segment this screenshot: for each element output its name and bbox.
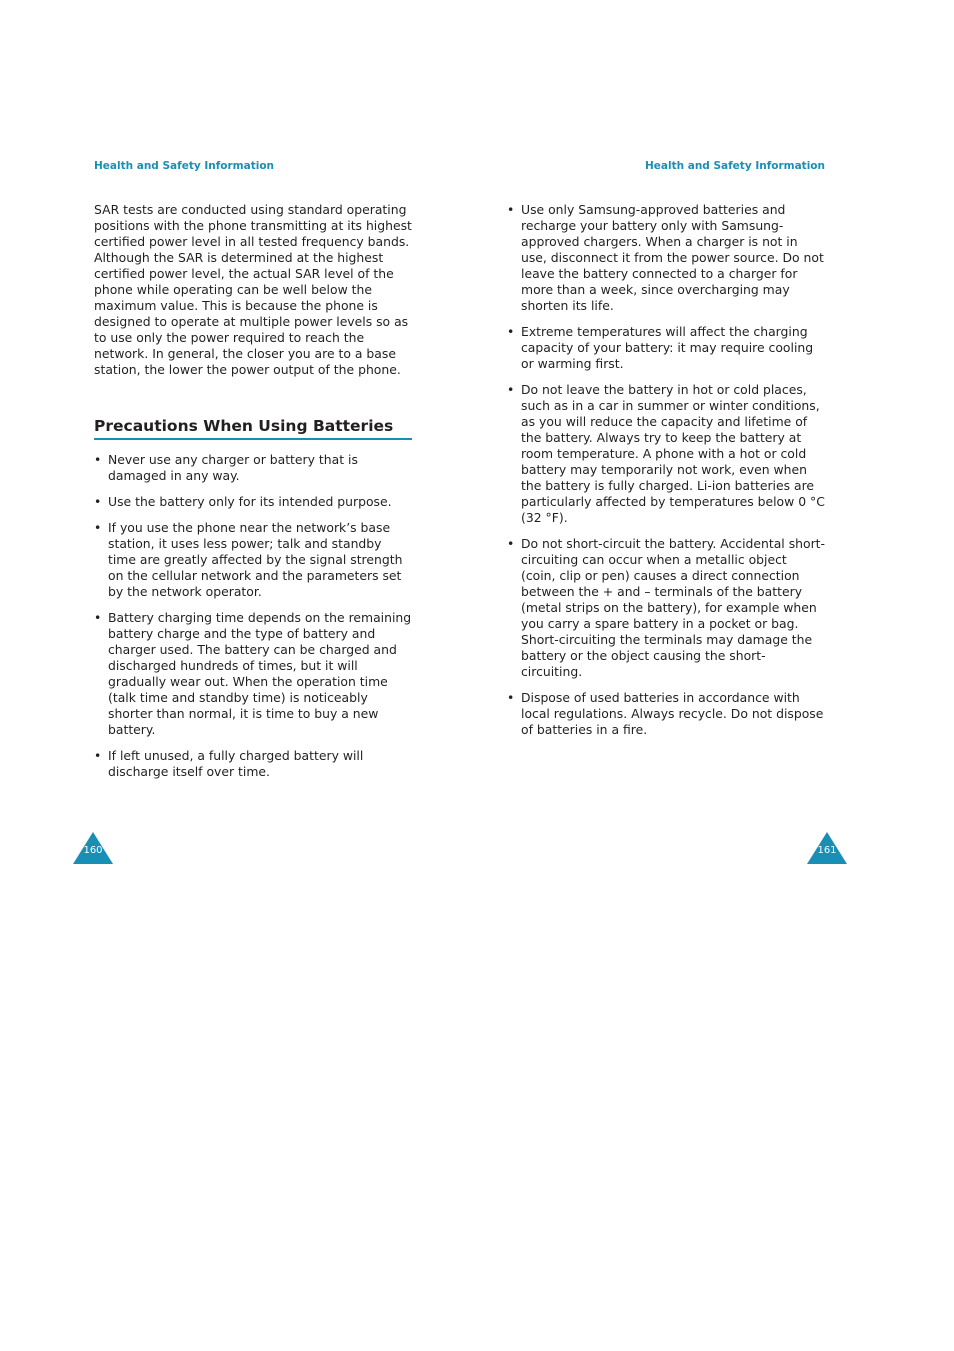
running-head-right: Health and Safety Information (644, 160, 825, 172)
list-item (94, 494, 412, 510)
bullet-icon: • (94, 748, 102, 763)
list-item-text: Do not leave the battery in hot or cold places, such as in a car in summer or winter conditions, as you will reduce the capacity and lifetime of the battery. Always try to keep the battery at room temperature. A phone with a hot or cold battery may temporarily not work, even when the battery is fully charged. Li-ion batteries are particularly affected by temperatures below 0 °C (32 °F). (521, 382, 825, 525)
bullet-icon: • (94, 452, 102, 467)
list-item (94, 748, 412, 780)
list-item (507, 536, 825, 680)
right-bullet-list (507, 202, 825, 738)
bullet-icon: • (507, 536, 515, 551)
right-page-column (507, 202, 825, 748)
bullet-icon: • (507, 382, 515, 397)
list-item-text: Use only Samsung-approved batteries and recharge your battery only with Samsung-approved chargers. When a charger is not in use, disconnect it from the power source. Do not leave the battery connected to a charger for more than a week, since overcharging may shorten its life. (521, 202, 824, 313)
list-item (94, 520, 412, 600)
list-item (507, 382, 825, 526)
running-head-left: Health and Safety Information (94, 160, 275, 172)
sar-intro-paragraph: SAR tests are conducted using standard operating positions with the phone transmitting at its highest certified power level in all tested frequency bands. Although the SAR is determined at the highest certified power level, the actual SAR level of the phone while operating can be well below the maximum value. This is because the phone is designed to operate at multiple power levels so as to use only the power required to reach the network. In general, the closer you are to a base station, the lower the power output of the phone. (94, 202, 412, 377)
list-item-text: Battery charging time depends on the remaining battery charge and the type of battery and charger used. The battery can be charged and discharged hundreds of times, but it will gradually wear out. When the operation time (talk time and standby time) is noticeably shorter than normal, it is time to buy a new battery. (108, 610, 412, 737)
section-title: Precautions When Using Batteries (94, 416, 412, 440)
left-bullet-list (94, 452, 412, 780)
list-item-text: Use the battery only for its intended purpose. (108, 494, 392, 509)
list-item-text: Extreme temperatures will affect the charging capacity of your battery: it may require cooling or warming first. (521, 324, 814, 371)
list-item (507, 324, 825, 372)
list-item-text: If you use the phone near the network’s base station, it uses less power; talk and standby time are greatly affected by the signal strength on the cellular network and the parameters set by the network operator. (108, 520, 403, 599)
list-item (507, 202, 825, 314)
bullet-icon: • (507, 690, 515, 705)
page-number-marker-left (73, 832, 113, 864)
bullet-icon: • (94, 494, 102, 509)
page-number: 161 (817, 845, 837, 856)
bullet-icon: • (94, 610, 102, 625)
list-item-text: Never use any charger or battery that is damaged in any way. (108, 452, 358, 483)
bullet-icon: • (507, 202, 515, 217)
page-number-marker-right (807, 832, 847, 864)
bullet-icon: • (507, 324, 515, 339)
page-number: 160 (83, 845, 103, 856)
list-item (507, 690, 825, 738)
bullet-icon: • (94, 520, 102, 535)
left-page-column (94, 202, 412, 790)
list-item-text: If left unused, a fully charged battery will discharge itself over time. (108, 748, 364, 779)
list-item (94, 452, 412, 484)
list-item-text: Dispose of used batteries in accordance with local regulations. Always recycle. Do not dispose of batteries in a fire. (521, 690, 824, 737)
list-item-text: Do not short-circuit the battery. Accidental short-circuiting can occur when a metallic object (coin, clip or pen) causes a direct connection between the + and – terminals of the battery (metal strips on the battery), for example when you carry a spare battery in a pocket or bag. Short-circuiting the terminals may damage the battery or the object causing the short-circuiting. (521, 536, 826, 679)
list-item (94, 610, 412, 738)
